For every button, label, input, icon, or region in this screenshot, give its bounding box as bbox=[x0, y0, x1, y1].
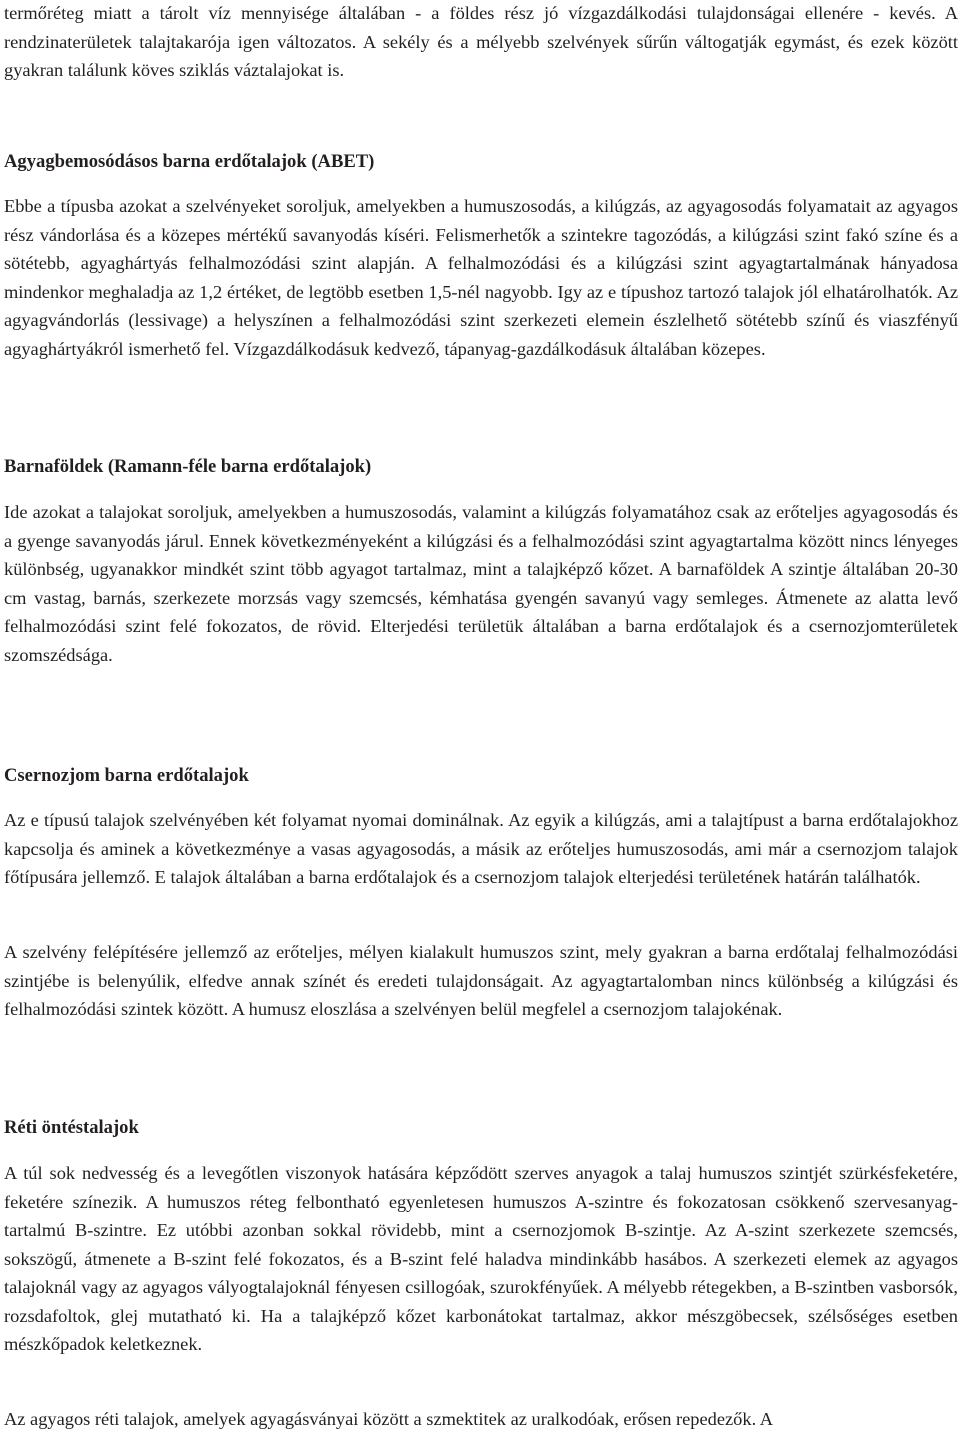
section-abet-paragraph-1: Ebbe a típusba azokat a szelvényeket soroljuk, amelyekben a humuszosodás, a kilúgzás, az agyagosodás folyamatait az agyagos rész vándorlása és a közepes mértékű savanyodás kíséri. Felismerhetők a szintekre tagozódás, a kilúgzási szint fakó színe és a sötétebb, agyaghártyás felhalmozódási szint alapján. A felhalmozódási és a kilúgzási szint agyagtartalmának hányadosa mindenkor meghaladja az 1,2 értéket, de legtöbb esetben 1,5-nél nagyobb. Igy az e típushoz tartozó talajok jól elhatárolhatók. Az agyagvándorlás (lessivage) a helyszínen a felhalmozódási szint szerkezeti elemein észlelhető sötétebb színű és viaszfényű agyaghártyákról ismerhető fel. Vízgazdálkodásuk kedvező, tápanyag-gazdálkodásuk általában közepes. bbox=[4, 196, 958, 359]
section-barnafoldek-paragraph-1: Ide azokat a talajokat soroljuk, amelyekben a humuszosodás, valamint a kilúgzás folyamatához csak az erőteljes agyagosodás és a gyenge savanyodás járul. Ennek következményeként a kilúgzási és a felhalmozódási szint agyagtartalma között nincs lényeges különbség, ugyanakkor mindkét szint több agyagot tartalmaz, mint a talajképző kőzet. A barnaföldek A szintje általában 20-30 cm vastag, barnás, szerkezete morzsás vagy szemcsés, kémhatása gyengén savanyú vagy semleges. Átmenete az alatta levő felhalmozódási szint felé fokozatos, de rövid. Elterjedési területük általában a barna erdőtalajok és a csernozjomterületek szomszédsága. bbox=[4, 502, 958, 665]
section-reti-paragraph-1: A túl sok nedvesség és a levegőtlen viszonyok hatására képződött szerves anyagok a talaj humuszos szintjét szürkésfeketére, feketére színezik. A humuszos réteg felbontható egyenletesen humuszos A-szintre és fokozatosan csökkenő szervesanyag-tartalmú B-szintre. Ez utóbbi azonban sokkal rövidebb, mint a csernozjomok B-szintje. Az A-szint szerkezete szemcsés, sokszögű, átmenete a B-szint felé fokozatos, és a B-szint felé haladva mindinkább hasábos. A szerkezeti elemek az agyagos talajoknál vagy az agyagos vályogtalajoknál fényesen csillogóak, szurokfényűek. A mélyebb rétegekben, a B-szintben vasborsók, rozsdafoltok, glej mutatható ki. Ha a talajképző kőzet karbonátokat tartalmaz, akkor mészgöbecsek, szélsőséges esetben mészkőpadok keletkeznek. bbox=[4, 1163, 958, 1354]
intro-paragraph: termőréteg miatt a tárolt víz mennyisége általában - a földes rész jó vízgazdálkodási tulajdonságai ellenére - kevés. A rendzinaterületek talajtakarója igen változatos. A sekély és a mélyebb szelvények sűrűn váltogatják egymást, és ezek között gyakran találunk köves sziklás váztalajokat is. bbox=[4, 3, 958, 80]
section-heading-csernozjom: Csernozjom barna erdőtalajok bbox=[4, 765, 249, 786]
section-csernozjom-paragraph-1: Az e típusú talajok szelvényében két folyamat nyomai dominálnak. Az egyik a kilúgzás, ami a talajtípust a barna erdőtalajokhoz kapcsolja és aminek a következménye a vasas agyagosodás, a másik az erőteljes humuszosodás, ami már a csernozjom talajok főtípusára jellemző. E talajok általában a barna erdőtalajok és a csernozjom talajok elterjedési területének határán találhatók. bbox=[4, 810, 958, 887]
section-reti-paragraph-2: Az agyagos réti talajok, amelyek agyagásványai között a szmektitek az uralkodóak, erősen repedezők. A bbox=[4, 1409, 774, 1429]
section-heading-barnafoldek: Barnaföldek (Ramann-féle barna erdőtalajok) bbox=[4, 456, 372, 477]
section-heading-reti: Réti öntéstalajok bbox=[4, 1117, 139, 1138]
section-csernozjom-paragraph-2: A szelvény felépítésére jellemző az erőteljes, mélyen kialakult humuszos szint, mely gyakran a barna erdőtalaj felhalmozódási szintjébe is belenyúlik, elfedve annak színét és eredeti tulajdonságait. Az agyagtartalomban nincs különbség a kilúgzási és felhalmozódási szintek között. A humusz eloszlása a szelvényen belül megfelel a csernozjom talajokénak. bbox=[4, 942, 958, 1019]
section-heading-abet: Agyagbemosódásos barna erdőtalajok (ABET) bbox=[4, 151, 375, 172]
